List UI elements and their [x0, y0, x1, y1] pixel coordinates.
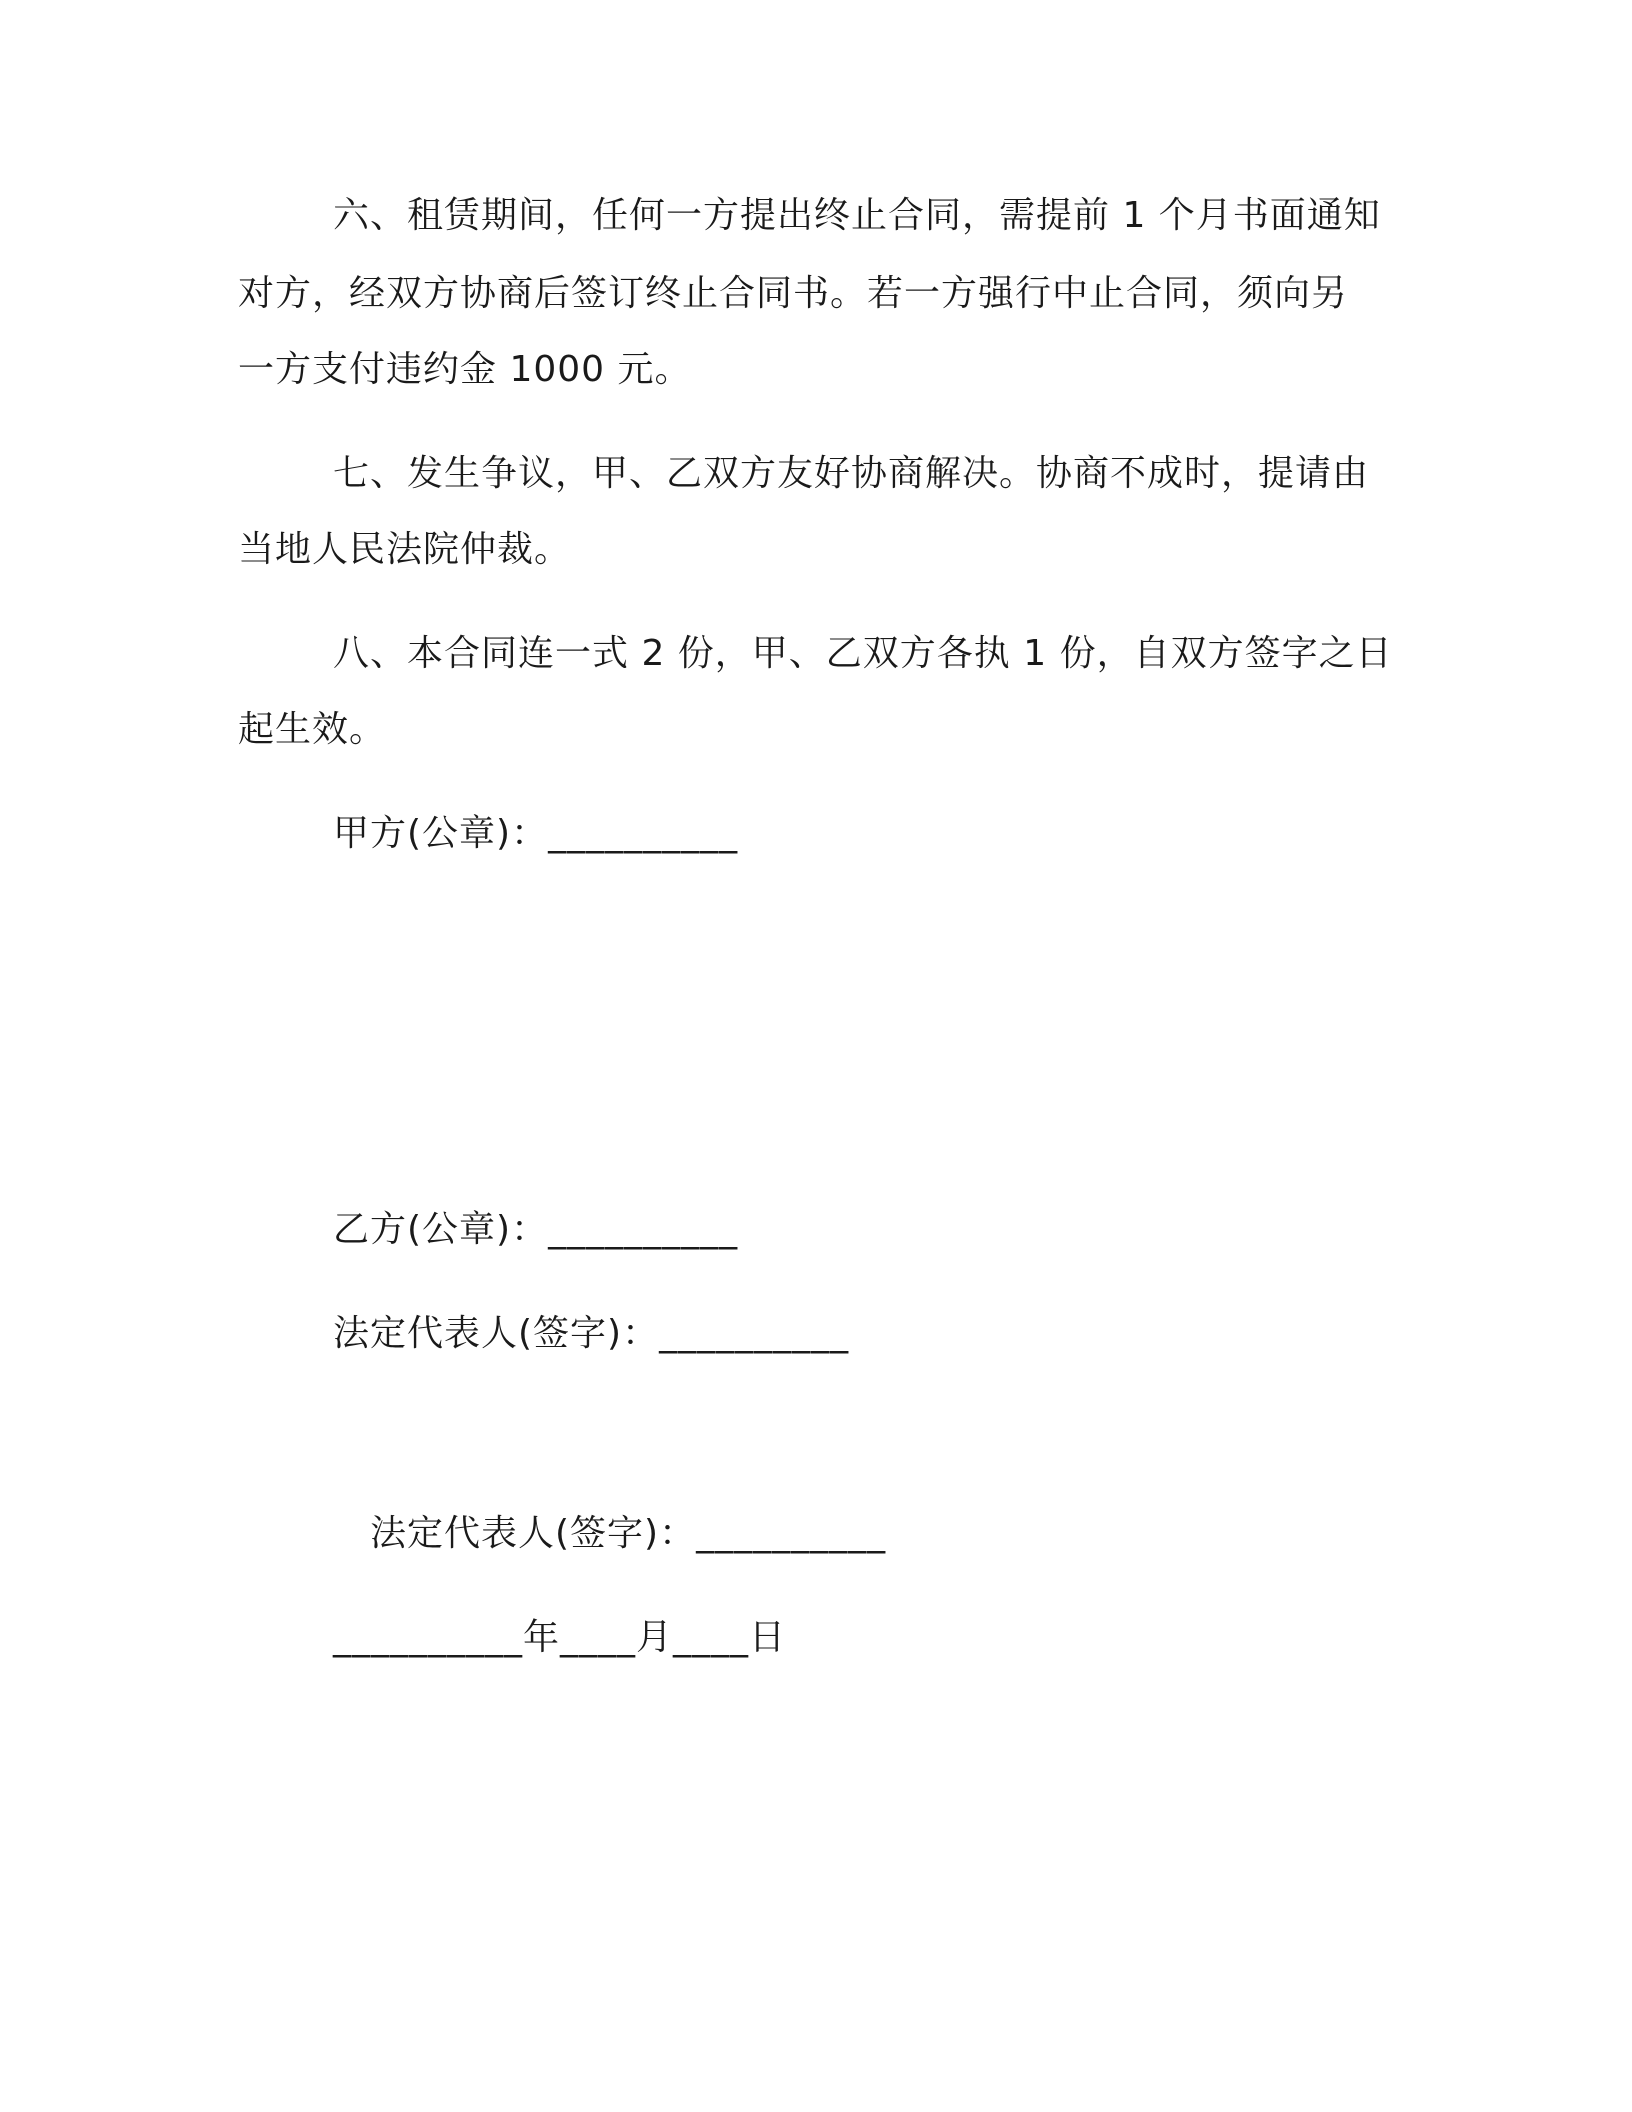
date-field: __________年____月____日: [333, 1617, 786, 1658]
clause-eight-line-2: 起生效。: [238, 709, 387, 750]
clause-six-line-2: 对方，经双方协商后签订终止合同书。若一方强行中止合同，须向另: [238, 273, 1349, 314]
party-a-seal-field: 甲方(公章)：__________: [333, 813, 739, 854]
party-b-seal-field: 乙方(公章)：__________: [333, 1209, 739, 1250]
clause-seven-line-1: 七、发生争议，甲、乙双方友好协商解决。协商不成时，提请由: [333, 453, 1370, 494]
clause-seven-line-2: 当地人民法院仲裁。: [238, 529, 572, 570]
clause-six-line-1: 六、租赁期间，任何一方提出终止合同，需提前 1 个月书面通知: [333, 195, 1381, 236]
clause-eight-line-1: 八、本合同连一式 2 份，甲、乙双方各执 1 份，自双方签字之日: [333, 633, 1393, 674]
legal-rep-signature-field: 法定代表人(签字)：__________: [333, 1313, 850, 1354]
legal-rep-signature-field-second: 法定代表人(签字)：__________: [370, 1513, 887, 1554]
clause-six-line-3: 一方支付违约金 1000 元。: [238, 349, 692, 390]
